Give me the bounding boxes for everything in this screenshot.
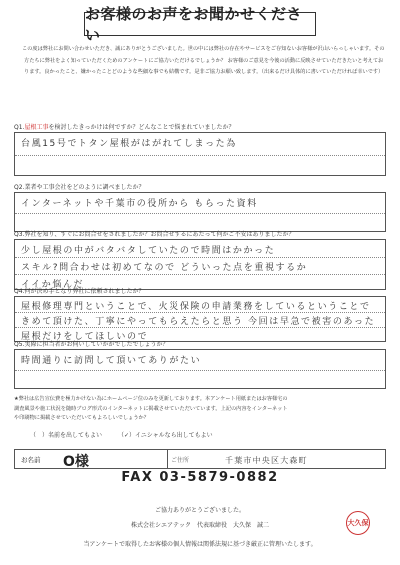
address-label: ご住所 xyxy=(171,457,190,464)
question-3-answer-box xyxy=(14,239,386,290)
question-2-answer-box xyxy=(14,192,386,232)
question-1-accent: 屋根工事 xyxy=(24,124,49,131)
question-1-answer: 台風15号でトタン屋根がはがれてしまった為 xyxy=(21,139,237,149)
question-4-answer-line-1: 屋根修理専門ということで、火災保険の申請業務をしているということで xyxy=(21,302,371,312)
intro-text xyxy=(14,44,386,79)
name-label: お名前 xyxy=(21,456,41,464)
question-5-answer-box xyxy=(14,349,386,389)
name-address-row xyxy=(14,449,386,469)
question-1-label: Q1.屋根工事を検討したきっかけは何ですか？どんなことで悩まれていましたか？ xyxy=(14,124,235,131)
question-3-answer-line-3: イイか悩んだ xyxy=(21,280,85,290)
question-5-label: Q5.実際に担当者がお伺いしていかがでしたでしょうか？ xyxy=(14,341,169,348)
footer-privacy: 当アンケートで取得したお客様の個人情報は関係法規に基づき厳正に管理いたします。 xyxy=(83,541,317,548)
question-2-answer: インターネットや千葉市の役所から もらった資料 xyxy=(21,199,258,209)
publication-notice: ★弊社は広告宣伝費を極力かけない為にホームページ位のみを更新しております。本アンケート用紙またはお客様宅の 調査風景や施工状況を随時ブログ形式のインターネットに掲載させていただいています。上記の内容をインターネット や印刷物に掲載させていただいてもよろしいでしょうか？ xyxy=(14,396,288,422)
question-4-label: Q4.何が決め手となり弊社に依頼されましたか？ xyxy=(14,288,145,295)
question-4-answer-line-3: 屋根だけをしてほしいので xyxy=(21,332,149,342)
question-2-label: Q2.業者や工事会社をどのように調べましたか？ xyxy=(14,184,145,191)
footer-thanks: ご協力ありがとうございました。 xyxy=(154,507,245,514)
row-divider xyxy=(167,450,168,468)
fax-number: FAX 03-5879-0882 xyxy=(121,470,279,485)
address-value: 千葉市中央区大森町 xyxy=(225,456,308,465)
question-5-answer: 時間通りに訪問して頂いてありがたい xyxy=(21,356,202,366)
question-1-answer-box xyxy=(14,132,386,176)
question-3-label: Q3.弊社を知り、すぐにお問合せをされましたか？お問合せするにあたって何かご不安はありましたか？ xyxy=(14,231,295,238)
intro-paragraph: この度は弊社にお問い合わせいただき、誠にありがとうございました。世の中には弊社の存在やサービスをご存知ないお客様が沢山いらっしゃいます。その方たちに弊社をよく知っていただくためのアンケートにご協力いただけるでしょうか？ お客様のご意見を今後の活動に反映させていただきたいと考えております。良かったこと、嫌かったことどのような些細な事でも結構です。是非ご協力お願い致します。（出来るだけ具体的に書いていただければ幸いです） xyxy=(22,46,385,76)
question-3-answer-line-1: 少し屋根の中がバタバタしていたので時間はかかった xyxy=(21,246,276,256)
publication-options xyxy=(30,430,227,439)
footer-company: 株式会社シエアテック 代表取締役 大久保 誠二 xyxy=(130,522,269,529)
question-4-answer-box xyxy=(14,296,386,342)
company-seal-stamp: 大久保 xyxy=(346,511,370,535)
name-value: O様 xyxy=(63,454,89,470)
question-3-answer-line-2: スキル?問合わせは初めてなので どういった点を重視するか xyxy=(21,263,308,273)
option-name-ok[interactable]: （ ）名前を出してもよい xyxy=(30,432,103,439)
option-initial-ok[interactable]: （✓）イニシャルなら出してもよい xyxy=(117,432,213,439)
question-4-answer-line-2: きめて頂けた、丁寧にやってもらえたらと思う 今回は早急で被害のあった xyxy=(21,317,376,327)
page-title: お客様のお声をお聞かせください xyxy=(84,12,316,36)
